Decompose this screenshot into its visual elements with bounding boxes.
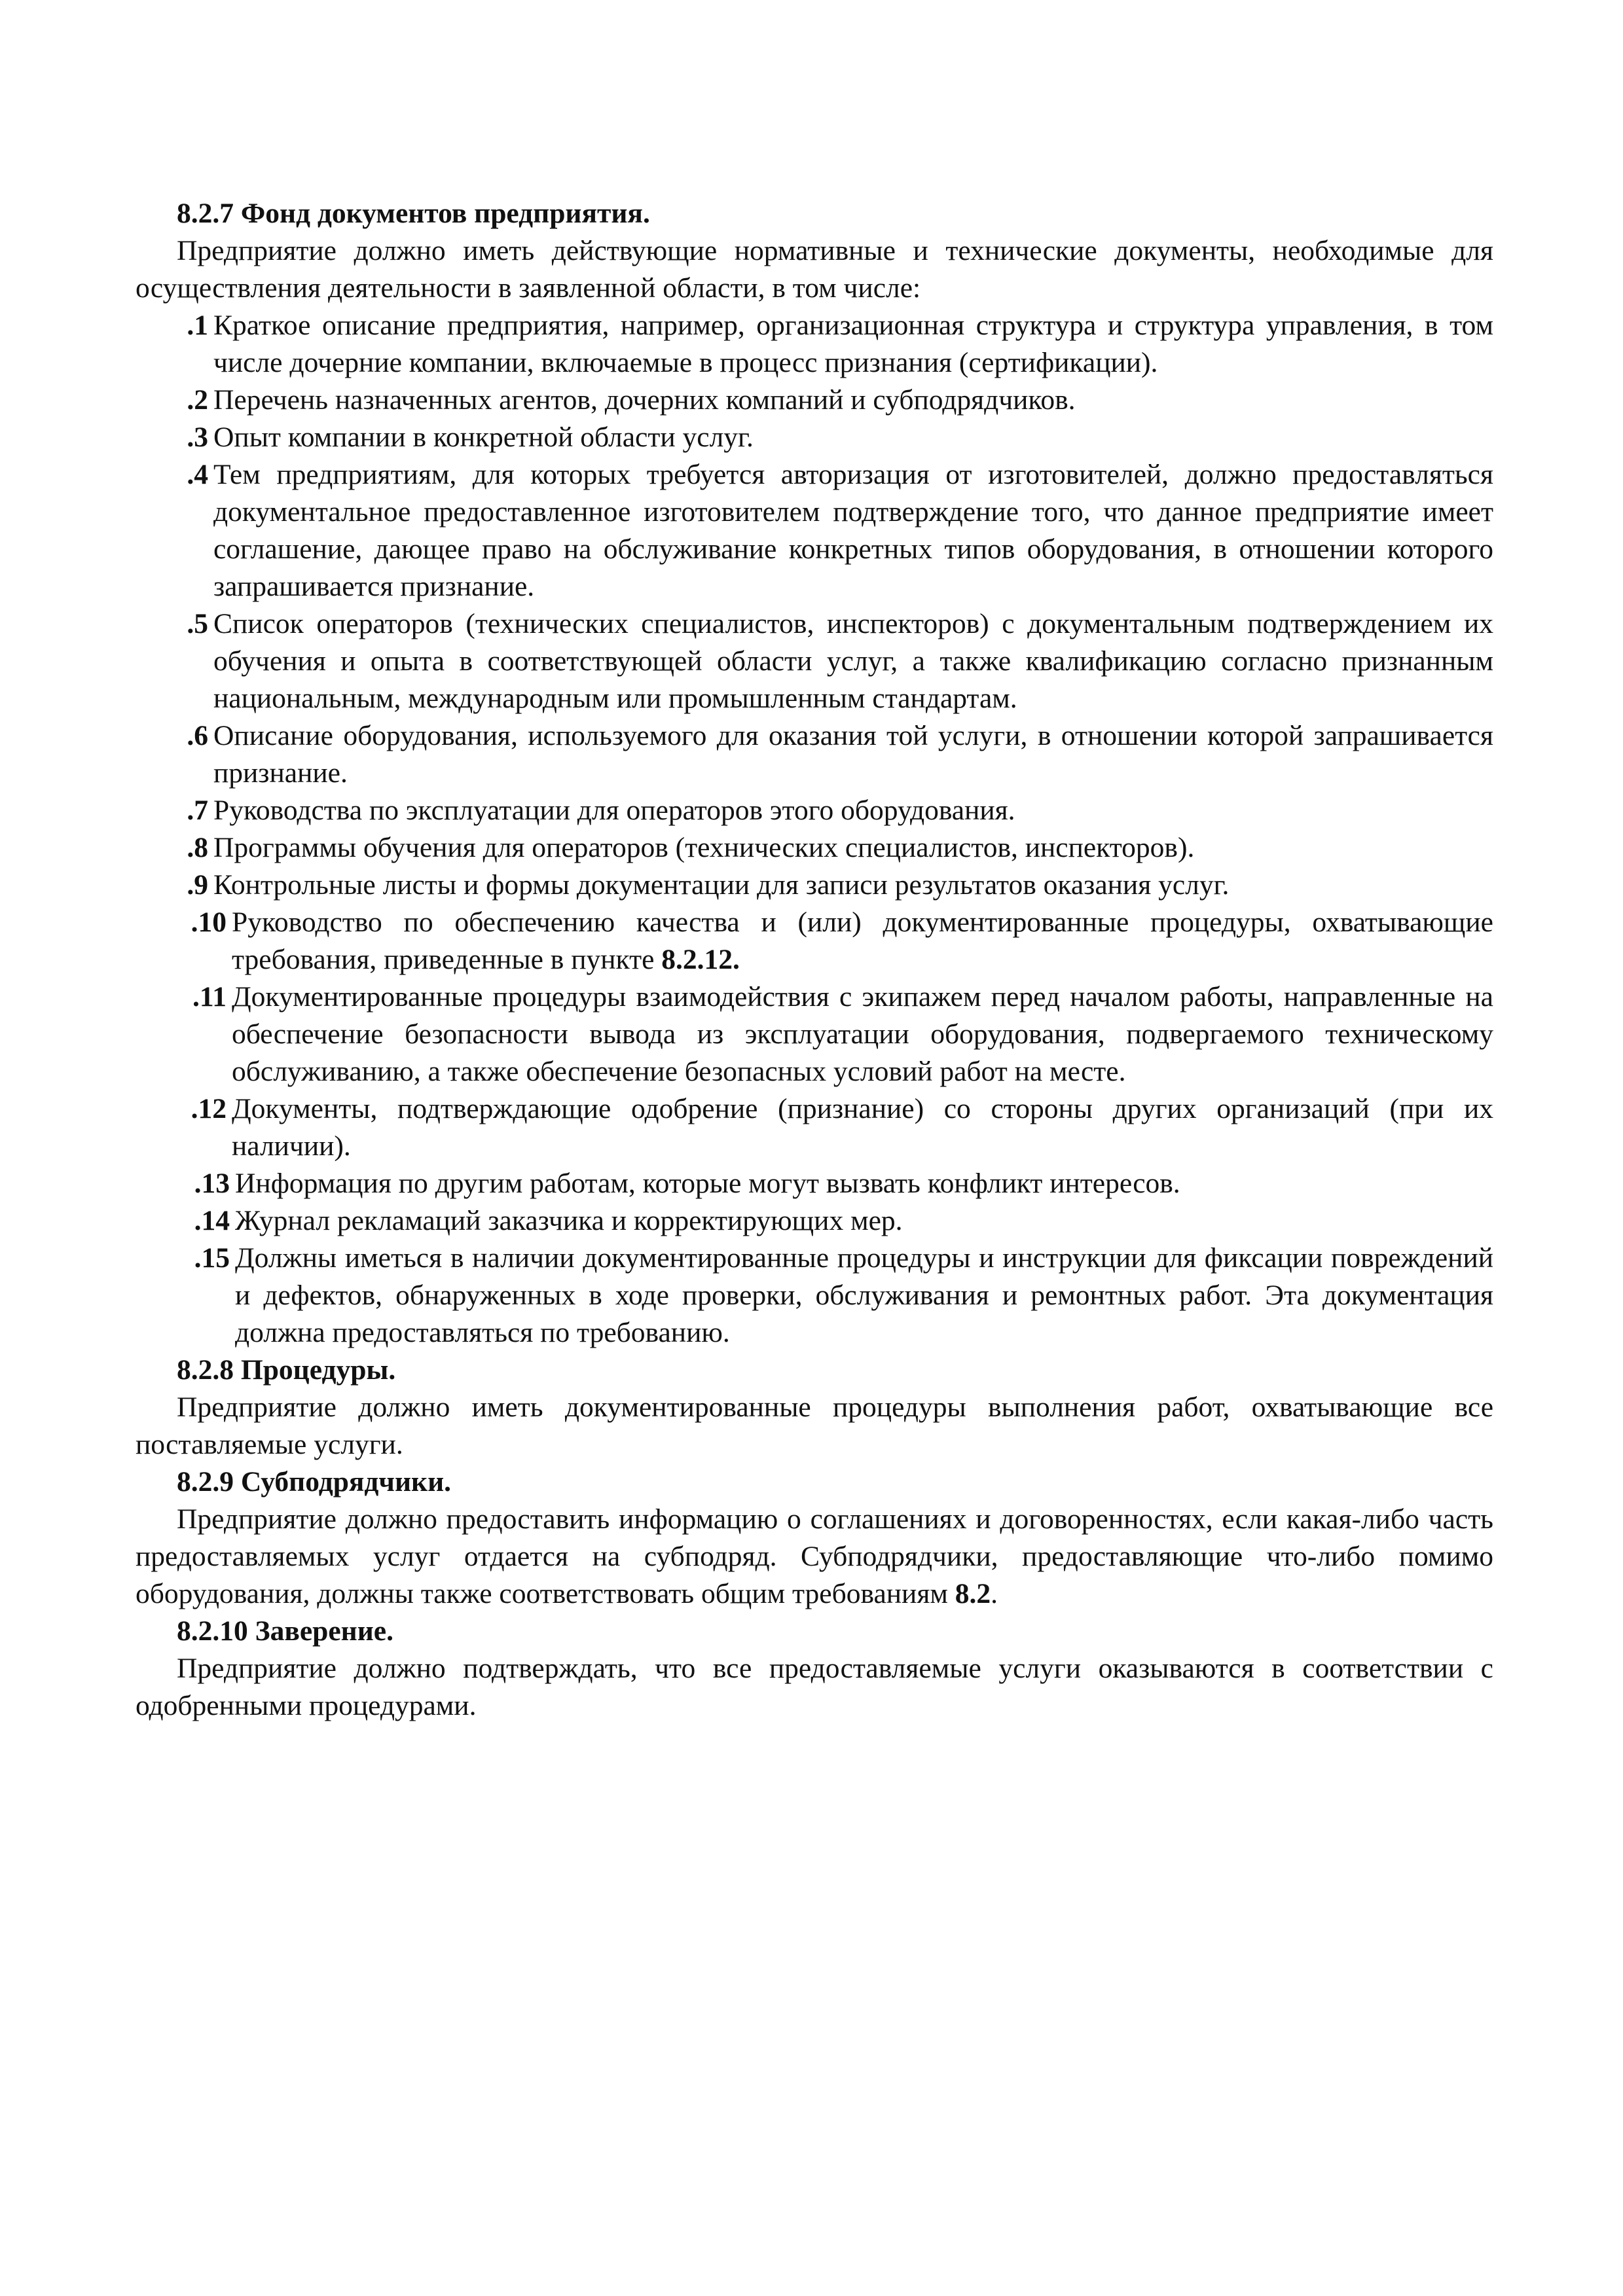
list-item-text: Документированные процедуры взаимодействия с экипажем перед началом работы, направленные на обеспечение безопасности вывода из эксплуатации оборудования, подвергаемого техническому обслуживанию, а также обеспечение безопасных условий работ на месте.: [232, 981, 1493, 1087]
list-item-number: .3: [187, 422, 208, 453]
section-paragraph: Предприятие должно подтверждать, что все предоставляемые услуги оказываются в соответствии с одобренными процедурами.: [136, 1653, 1493, 1721]
list-item-text: Список операторов (технических специалистов, инспекторов) с документальным подтверждением их обучения и опыта в соответствующей области услуг, а также квалификацию согласно признанным национальным, международным или промышленным стандартам.: [213, 608, 1493, 714]
list-item-text-body: Руководство по обеспечению качества и (или) документированные процедуры, охватывающие требования, приведенные в пункте: [232, 906, 1493, 975]
list-item-number: .5: [187, 608, 208, 639]
list-item: [136, 1090, 1493, 1165]
list-item: [136, 978, 1493, 1090]
list-item: [136, 419, 1493, 456]
list-item-text: Программы обучения для операторов (технических специалистов, инспекторов).: [213, 832, 1195, 863]
list-item: [136, 605, 1493, 717]
list-item-number: .9: [187, 869, 208, 901]
section-heading-8-2-7: 8.2.7 Фонд документов предприятия.: [177, 198, 650, 229]
document-list: [136, 307, 1493, 1352]
document-page: [136, 195, 1493, 1725]
list-item-number: .15: [194, 1242, 230, 1274]
list-item-text: Информация по другим работам, которые могут вызвать конфликт интересов.: [235, 1168, 1180, 1199]
list-item-text: Описание оборудования, используемого для оказания той услуги, в отношении которой запрашивается признание.: [213, 720, 1493, 789]
list-item-number: .2: [187, 384, 208, 416]
list-item: [136, 717, 1493, 792]
list-item-number: .1: [187, 310, 208, 341]
list-item: [136, 456, 1493, 605]
list-item-text: Перечень назначенных агентов, дочерних компаний и субподрядчиков.: [213, 384, 1076, 416]
list-item-text: Тем предприятиям, для которых требуется авторизация от изготовителей, должно предоставляться документальное предоставленное изготовителем подтверждение того, что данное предприятие имеет соглашение, дающее право на обслуживание конкретных типов оборудования, в отношении которого запрашивается признание.: [213, 459, 1493, 602]
list-item: [136, 904, 1493, 978]
list-item: [136, 867, 1493, 904]
list-item-number: .12: [191, 1093, 227, 1124]
list-item-text: Журнал рекламаций заказчика и корректирующих мер.: [235, 1205, 903, 1236]
paragraph-tail: .: [991, 1578, 998, 1609]
list-item-text: Документы, подтверждающие одобрение (признание) со стороны других организаций (при их наличии).: [232, 1093, 1493, 1162]
list-item-number: .6: [187, 720, 208, 751]
list-item-text: Руководства по эксплуатации для операторов этого оборудования.: [213, 795, 1015, 826]
list-item: [136, 829, 1493, 867]
paragraph-body: Предприятие должно предоставить информацию о соглашениях и договоренностях, если какая-либо часть предоставляемых услуг отдается на субподряд. Субподрядчики, предоставляющие что-либо помимо оборудования, должны также соответствовать общим требованиям: [136, 1503, 1493, 1609]
list-item: [136, 1240, 1493, 1352]
clause-reference: 8.2: [955, 1578, 991, 1609]
list-item: [136, 307, 1493, 382]
list-item-number: .11: [192, 981, 227, 1013]
list-item: [136, 1202, 1493, 1240]
section-intro: Предприятие должно иметь действующие нормативные и технические документы, необходимые для осуществления деятельности в заявленной области, в том числе:: [136, 235, 1493, 304]
section-heading-8-2-8: 8.2.8 Процедуры.: [177, 1354, 396, 1386]
section-paragraph: Предприятие должно иметь документированные процедуры выполнения работ, охватывающие все поставляемые услуги.: [136, 1391, 1493, 1460]
list-item: [136, 1165, 1493, 1202]
list-item: [136, 792, 1493, 829]
list-item-text: [232, 904, 1493, 978]
clause-reference: 8.2.12.: [661, 944, 740, 975]
section-heading-8-2-10: 8.2.10 Заверение.: [177, 1615, 393, 1647]
list-item-text: Краткое описание предприятия, например, организационная структура и структура управления, в том числе дочерние компании, включаемые в процесс признания (сертификации).: [213, 310, 1493, 378]
list-item-number: .8: [187, 832, 208, 863]
list-item-number: .4: [187, 459, 208, 490]
list-item-number: .7: [187, 795, 208, 826]
list-item-text: Опыт компании в конкретной области услуг.: [213, 422, 754, 453]
list-item-number: .14: [194, 1205, 230, 1236]
list-item-number: .10: [191, 906, 227, 938]
list-item-text: Должны иметься в наличии документированные процедуры и инструкции для фиксации повреждений и дефектов, обнаруженных в ходе проверки, обслуживания и ремонтных работ. Эта документация должна предоставляться по требованию.: [235, 1242, 1493, 1348]
list-item-number: .13: [194, 1168, 230, 1199]
list-item: [136, 382, 1493, 419]
list-item-text: Контрольные листы и формы документации для записи результатов оказания услуг.: [213, 869, 1230, 901]
section-paragraph: [136, 1501, 1493, 1613]
section-heading-8-2-9: 8.2.9 Субподрядчики.: [177, 1466, 452, 1498]
